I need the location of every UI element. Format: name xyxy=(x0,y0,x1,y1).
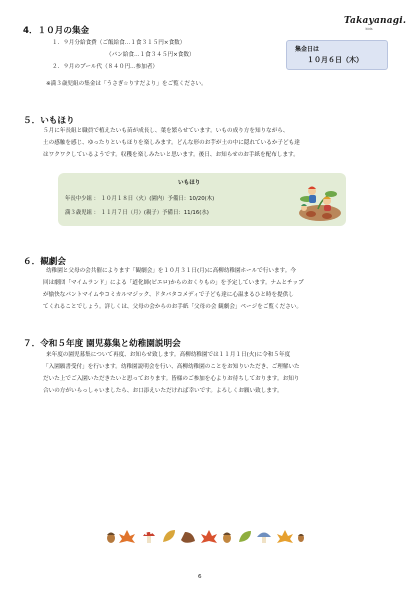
section-5-line-2: 土の感触を感じ、ゆったりといもほりを楽しみます。どんな形のお芋が土の中に隠れているか子ども達 xyxy=(43,140,300,146)
logo-text: Takayanagi. xyxy=(344,16,407,26)
imohori-box-title: いもほり xyxy=(178,180,201,186)
chestnut-icon xyxy=(181,532,195,543)
section-4-line-2: （パン給食…１食３４５円×食数） xyxy=(106,52,195,58)
section-4-line-1: １．９月分給食費（ご飯給食…１食３１５円×食数） xyxy=(52,40,186,46)
logo-subtext: kids xyxy=(365,27,373,31)
kindergarten-logo xyxy=(344,16,407,31)
section-7-line-1: 来年度の園児募集について再度、お知らせ致します。高柳幼稚園では１１月１日(火)に令和５年度 xyxy=(46,352,291,358)
section-4-note: ※満３歳児組の集金は「うさぎ☆りすだより」をご覧ください。 xyxy=(46,81,207,87)
section-6-line-4: てくれることでしょう。詳しくは、父母の会からのお手紙「父母の会 観劇会」ページをご覧ください。 xyxy=(43,304,302,310)
section-5-line-1: ５月に年長組と職員で植えたいも苗が成長し、葉を繁らせています。いもの成り方を知りながら、 xyxy=(43,128,289,134)
section-7-line-2: 「入園願書受付」を行います。幼稚園説明会を行い、高柳幼稚園のことをお知りいただき、ご理解いた xyxy=(43,364,300,370)
section-6-heading: ６．観劇会 xyxy=(23,257,66,267)
collection-date-label: 集金日は xyxy=(295,46,320,53)
collection-date-value: １０月６日（木） xyxy=(307,56,363,64)
mushroom-icon xyxy=(143,532,155,543)
autumn-decoration-icon xyxy=(105,526,305,546)
section-7-heading: ７．令和５年度 園児募集と幼稚園説明会 xyxy=(23,339,181,349)
leaf-icon xyxy=(239,531,251,542)
mushroom-icon xyxy=(257,533,271,544)
page-number: 6 xyxy=(198,574,202,580)
section-5-line-3: はワクワクしているようです。収穫を楽しみたいと思います。後日、お知らせのお手紙を配布します。 xyxy=(43,152,299,158)
collection-date-box xyxy=(286,40,388,70)
acorn-icon xyxy=(107,533,115,544)
section-7-line-3: だいた上でご入園いただきたいと思っております。皆様のご参加を心よりお待ちしております。お知り xyxy=(43,376,300,382)
section-6-line-1: 幼稚園と父母の会共催によります「観劇会」を１０月３１日(月)に高柳幼稚園ホールで行います。今 xyxy=(46,268,296,274)
maple-leaf-icon xyxy=(277,530,293,543)
section-6-line-2: 回は劇団「マイムランド」による「道化師(ピエロ)からのおくりもの」を予定しています。ナムとチップ xyxy=(43,280,304,286)
imohori-schedule-box xyxy=(58,173,346,226)
acorn-icon xyxy=(298,534,304,542)
imohori-row-junior: 満３歳児組 ： １１月７日（月）(親子）予備日：11/16(水) xyxy=(65,210,209,216)
section-4-line-3: ２．９月のプール代（８４０円…参加者） xyxy=(52,64,159,70)
section-4-heading: 4．１０月の集金 xyxy=(23,26,90,36)
maple-leaf-icon xyxy=(119,530,135,543)
imohori-row-senior: 年長中少組 ： １０月１８日（火）(園内）予備日：10/20(木) xyxy=(65,196,215,202)
children-digging-potatoes-icon xyxy=(298,179,342,222)
section-7-line-4: 合いの方がいらっしゃいましたら、お口添えいただければ幸いです。よろしくお願い致します。 xyxy=(43,388,283,394)
maple-leaf-icon xyxy=(201,530,217,543)
section-5-heading: ５．いもほり xyxy=(23,116,75,126)
section-6-line-3: が愉快なパントマイムやコミカルマジック、ドタバタコメディで子ども達に心温まるひと時を提供し xyxy=(43,292,294,298)
acorn-icon xyxy=(223,533,231,544)
leaf-icon xyxy=(163,530,175,542)
